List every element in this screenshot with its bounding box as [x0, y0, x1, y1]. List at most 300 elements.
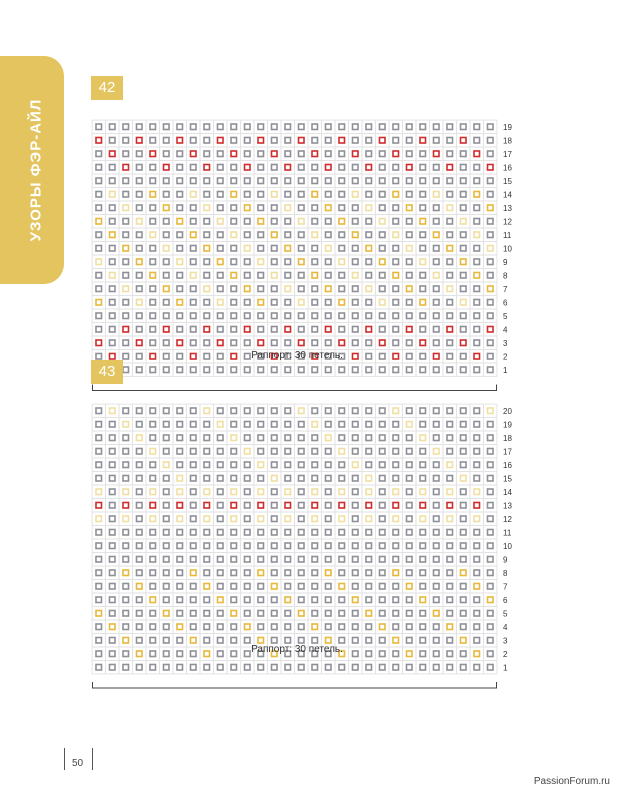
grid-cell: [173, 188, 186, 201]
grid-cell: [389, 120, 402, 133]
grid-cell: [160, 174, 173, 187]
grid-cell: [389, 134, 402, 147]
grid-cell: [160, 147, 173, 160]
grid-cell: [146, 404, 159, 417]
grid-cell: [308, 215, 321, 228]
grid-cell: [335, 404, 348, 417]
grid-cell: [173, 553, 186, 566]
grid-cell: [106, 526, 119, 539]
grid-cell: [308, 485, 321, 498]
grid-cell: [416, 147, 429, 160]
grid-cell: [146, 201, 159, 214]
grid-cell: [227, 336, 240, 349]
grid-cell: [268, 499, 281, 512]
grid-cell: [335, 269, 348, 282]
grid-cell: [281, 215, 294, 228]
grid-cell: [214, 174, 227, 187]
grid-cell: [362, 215, 375, 228]
grid-cell: [160, 161, 173, 174]
grid-cell: [416, 215, 429, 228]
grid-cell: [92, 309, 105, 322]
grid-cell: [416, 472, 429, 485]
grid-cell: [403, 620, 416, 633]
grid-cell: [200, 269, 213, 282]
grid-cell: [308, 404, 321, 417]
grid-cell: [443, 269, 456, 282]
grid-cell: [200, 620, 213, 633]
grid-cell: [214, 472, 227, 485]
grid-cell: [268, 188, 281, 201]
grid-cell: [349, 242, 362, 255]
grid-cell: [160, 404, 173, 417]
grid-cell: [322, 445, 335, 458]
grid-cell: [173, 269, 186, 282]
grid-cell: [308, 418, 321, 431]
grid-cell: [295, 309, 308, 322]
grid-cell: [133, 269, 146, 282]
grid-cell: [322, 242, 335, 255]
grid-cell: [133, 418, 146, 431]
grid-cell: [281, 526, 294, 539]
grid-cell: [349, 147, 362, 160]
grid-cell: [92, 431, 105, 444]
grid-cell: [200, 161, 213, 174]
grid-cell: [254, 661, 267, 674]
grid-cell: [106, 188, 119, 201]
grid-cell: [92, 269, 105, 282]
grid-cell: [349, 418, 362, 431]
grid-cell: [281, 607, 294, 620]
grid-cell: [457, 336, 470, 349]
grid-cell: [349, 282, 362, 295]
grid-cell: [335, 593, 348, 606]
grid-cell: [457, 472, 470, 485]
row-label: 2: [503, 352, 508, 362]
grid-cell: [106, 269, 119, 282]
chart-43-number: 43: [91, 360, 123, 384]
grid-cell: [484, 553, 497, 566]
grid-cell: [281, 242, 294, 255]
grid-cell: [403, 553, 416, 566]
grid-cell: [281, 201, 294, 214]
grid-cell: [214, 323, 227, 336]
grid-cell: [268, 458, 281, 471]
grid-cell: [281, 309, 294, 322]
grid-cell: [335, 134, 348, 147]
grid-cell: [281, 431, 294, 444]
grid-cell: [160, 188, 173, 201]
grid-cell: [133, 431, 146, 444]
grid-cell: [376, 431, 389, 444]
grid-cell: [295, 620, 308, 633]
grid-cell: [160, 472, 173, 485]
grid-cell: [160, 363, 173, 376]
grid-cell: [470, 580, 483, 593]
grid-cell: [349, 296, 362, 309]
grid-cell: [349, 553, 362, 566]
grid-cell: [200, 580, 213, 593]
grid-cell: [92, 188, 105, 201]
grid-cell: [133, 485, 146, 498]
grid-cell: [389, 255, 402, 268]
grid-cell: [160, 526, 173, 539]
grid-cell: [92, 120, 105, 133]
grid-cell: [146, 458, 159, 471]
grid-cell: [241, 445, 254, 458]
grid-cell: [295, 161, 308, 174]
grid-cell: [214, 458, 227, 471]
grid-cell: [268, 526, 281, 539]
grid-cell: [187, 620, 200, 633]
grid-cell: [403, 242, 416, 255]
grid-cell: [430, 607, 443, 620]
grid-cell: [335, 458, 348, 471]
grid-cell: [416, 134, 429, 147]
grid-cell: [308, 309, 321, 322]
grid-cell: [443, 161, 456, 174]
grid-cell: [322, 485, 335, 498]
grid-cell: [160, 566, 173, 579]
grid-cell: [389, 593, 402, 606]
grid-cell: [443, 201, 456, 214]
grid-cell: [470, 147, 483, 160]
grid-cell: [227, 363, 240, 376]
grid-cell: [430, 661, 443, 674]
grid-cell: [484, 418, 497, 431]
grid-cell: [241, 296, 254, 309]
grid-cell: [362, 242, 375, 255]
grid-cell: [470, 539, 483, 552]
grid-cell: [389, 228, 402, 241]
grid-cell: [349, 174, 362, 187]
grid-cell: [403, 418, 416, 431]
grid-cell: [254, 147, 267, 160]
grid-cell: [133, 661, 146, 674]
grid-cell: [389, 201, 402, 214]
grid-cell: [443, 418, 456, 431]
grid-cell: [416, 404, 429, 417]
grid-cell: [200, 445, 213, 458]
grid-cell: [403, 161, 416, 174]
grid-cell: [254, 593, 267, 606]
grid-cell: [160, 499, 173, 512]
grid-cell: [457, 174, 470, 187]
grid-cell: [322, 228, 335, 241]
grid-cell: [106, 580, 119, 593]
grid-cell: [430, 363, 443, 376]
grid-cell: [187, 215, 200, 228]
grid-cell: [106, 499, 119, 512]
grid-cell: [254, 255, 267, 268]
grid-cell: [146, 593, 159, 606]
grid-cell: [322, 539, 335, 552]
row-label: 9: [503, 257, 508, 267]
grid-cell: [457, 404, 470, 417]
grid-cell: [214, 255, 227, 268]
grid-cell: [268, 566, 281, 579]
grid-cell: [281, 404, 294, 417]
grid-cell: [241, 607, 254, 620]
grid-cell: [119, 512, 132, 525]
grid-cell: [416, 593, 429, 606]
grid-cell: [241, 228, 254, 241]
grid-cell: [430, 431, 443, 444]
grid-cell: [281, 566, 294, 579]
grid-cell: [308, 445, 321, 458]
row-label: 12: [503, 217, 512, 227]
grid-cell: [241, 661, 254, 674]
grid-cell: [457, 580, 470, 593]
grid-cell: [187, 566, 200, 579]
grid-cell: [133, 566, 146, 579]
grid-cell: [268, 161, 281, 174]
grid-cell: [227, 201, 240, 214]
grid-cell: [295, 323, 308, 336]
grid-cell: [268, 269, 281, 282]
grid-cell: [106, 255, 119, 268]
grid-cell: [295, 566, 308, 579]
grid-cell: [376, 134, 389, 147]
grid-cell: [173, 242, 186, 255]
grid-cell: [214, 215, 227, 228]
grid-cell: [92, 620, 105, 633]
grid-cell: [146, 445, 159, 458]
grid-cell: [376, 472, 389, 485]
grid-cell: [200, 418, 213, 431]
grid-cell: [106, 282, 119, 295]
grid-cell: [322, 472, 335, 485]
grid-cell: [295, 242, 308, 255]
grid-cell: [119, 134, 132, 147]
grid-cell: [443, 363, 456, 376]
grid-cell: [295, 485, 308, 498]
row-label: 5: [503, 311, 508, 321]
grid-cell: [457, 418, 470, 431]
row-label: 18: [503, 433, 512, 443]
grid-cell: [214, 336, 227, 349]
grid-cell: [362, 161, 375, 174]
grid-cell: [457, 363, 470, 376]
grid-cell: [241, 593, 254, 606]
grid-cell: [430, 404, 443, 417]
grid-cell: [281, 228, 294, 241]
grid-cell: [119, 242, 132, 255]
grid-cell: [362, 539, 375, 552]
grid-cell: [335, 566, 348, 579]
row-label: 14: [503, 487, 512, 497]
grid-cell: [200, 201, 213, 214]
grid-cell: [254, 215, 267, 228]
grid-cell: [322, 512, 335, 525]
grid-cell: [308, 120, 321, 133]
grid-cell: [322, 120, 335, 133]
grid-cell: [254, 445, 267, 458]
grid-cell: [403, 201, 416, 214]
grid-cell: [254, 336, 267, 349]
grid-cell: [362, 526, 375, 539]
grid-cell: [362, 228, 375, 241]
grid-cell: [430, 336, 443, 349]
grid-cell: [133, 147, 146, 160]
grid-cell: [484, 201, 497, 214]
grid-cell: [349, 580, 362, 593]
grid-cell: [484, 134, 497, 147]
grid-cell: [227, 174, 240, 187]
grid-cell: [430, 445, 443, 458]
grid-cell: [187, 228, 200, 241]
grid-cell: [335, 282, 348, 295]
grid-cell: [470, 201, 483, 214]
grid-cell: [119, 499, 132, 512]
grid-cell: [403, 499, 416, 512]
grid-cell: [119, 336, 132, 349]
grid-cell: [133, 512, 146, 525]
grid-cell: [241, 147, 254, 160]
grid-cell: [430, 418, 443, 431]
grid-cell: [119, 485, 132, 498]
grid-cell: [362, 593, 375, 606]
grid-cell: [241, 269, 254, 282]
grid-cell: [443, 566, 456, 579]
grid-cell: [92, 404, 105, 417]
grid-cell: [160, 120, 173, 133]
grid-cell: [92, 323, 105, 336]
grid-cell: [484, 228, 497, 241]
grid-cell: [268, 593, 281, 606]
row-label: 8: [503, 568, 508, 578]
grid-cell: [106, 566, 119, 579]
grid-cell: [389, 363, 402, 376]
grid-cell: [200, 431, 213, 444]
grid-cell: [227, 228, 240, 241]
grid-cell: [322, 174, 335, 187]
grid-cell: [268, 404, 281, 417]
grid-cell: [254, 188, 267, 201]
grid-cell: [403, 255, 416, 268]
grid-cell: [241, 188, 254, 201]
grid-cell: [241, 512, 254, 525]
grid-cell: [362, 445, 375, 458]
grid-cell: [403, 472, 416, 485]
grid-cell: [443, 228, 456, 241]
grid-cell: [403, 526, 416, 539]
grid-cell: [376, 661, 389, 674]
grid-cell: [349, 620, 362, 633]
grid-cell: [308, 174, 321, 187]
grid-cell: [430, 255, 443, 268]
grid-cell: [173, 147, 186, 160]
grid-cell: [295, 512, 308, 525]
grid-cell: [322, 188, 335, 201]
grid-cell: [376, 458, 389, 471]
grid-cell: [200, 539, 213, 552]
grid-cell: [457, 147, 470, 160]
grid-cell: [254, 458, 267, 471]
grid-cell: [403, 539, 416, 552]
grid-cell: [146, 499, 159, 512]
grid-cell: [362, 269, 375, 282]
grid-cell: [254, 607, 267, 620]
grid-cell: [322, 269, 335, 282]
grid-cell: [92, 282, 105, 295]
grid-cell: [173, 661, 186, 674]
grid-cell: [146, 269, 159, 282]
grid-cell: [268, 323, 281, 336]
grid-cell: [403, 228, 416, 241]
grid-cell: [173, 336, 186, 349]
grid-cell: [430, 282, 443, 295]
grid-cell: [214, 499, 227, 512]
grid-cell: [187, 309, 200, 322]
grid-cell: [173, 323, 186, 336]
row-label: 10: [503, 541, 512, 551]
grid-cell: [389, 499, 402, 512]
grid-cell: [241, 404, 254, 417]
grid-cell: [457, 228, 470, 241]
grid-cell: [133, 323, 146, 336]
grid-cell: [349, 445, 362, 458]
grid-cell: [430, 539, 443, 552]
grid-cell: [416, 539, 429, 552]
grid-cell: [241, 161, 254, 174]
grid-cell: [187, 174, 200, 187]
grid-cell: [281, 296, 294, 309]
grid-cell: [106, 120, 119, 133]
grid-cell: [200, 458, 213, 471]
grid-cell: [254, 539, 267, 552]
grid-cell: [322, 418, 335, 431]
grid-cell: [349, 431, 362, 444]
grid-cell: [443, 499, 456, 512]
footer-divider-right: [92, 748, 93, 770]
grid-cell: [362, 201, 375, 214]
grid-cell: [241, 215, 254, 228]
grid-cell: [376, 323, 389, 336]
grid-cell: [241, 458, 254, 471]
grid-cell: [470, 593, 483, 606]
grid-cell: [146, 255, 159, 268]
grid-cell: [416, 188, 429, 201]
grid-cell: [470, 553, 483, 566]
grid-cell: [254, 228, 267, 241]
grid-cell: [200, 323, 213, 336]
grid-cell: [214, 296, 227, 309]
grid-cell: [160, 607, 173, 620]
grid-cell: [376, 566, 389, 579]
grid-cell: [335, 472, 348, 485]
grid-cell: [133, 363, 146, 376]
grid-cell: [308, 620, 321, 633]
grid-cell: [295, 296, 308, 309]
grid-cell: [92, 418, 105, 431]
grid-cell: [362, 282, 375, 295]
grid-cell: [416, 228, 429, 241]
grid-cell: [322, 553, 335, 566]
grid-cell: [416, 255, 429, 268]
grid-cell: [308, 363, 321, 376]
grid-cell: [484, 215, 497, 228]
grid-cell: [295, 445, 308, 458]
grid-cell: [241, 323, 254, 336]
grid-cell: [281, 499, 294, 512]
grid-cell: [268, 553, 281, 566]
grid-cell: [241, 431, 254, 444]
grid-cell: [349, 593, 362, 606]
row-label: 15: [503, 176, 512, 186]
grid-cell: [106, 445, 119, 458]
grid-cell: [484, 269, 497, 282]
rapport-bracket: [93, 682, 497, 688]
